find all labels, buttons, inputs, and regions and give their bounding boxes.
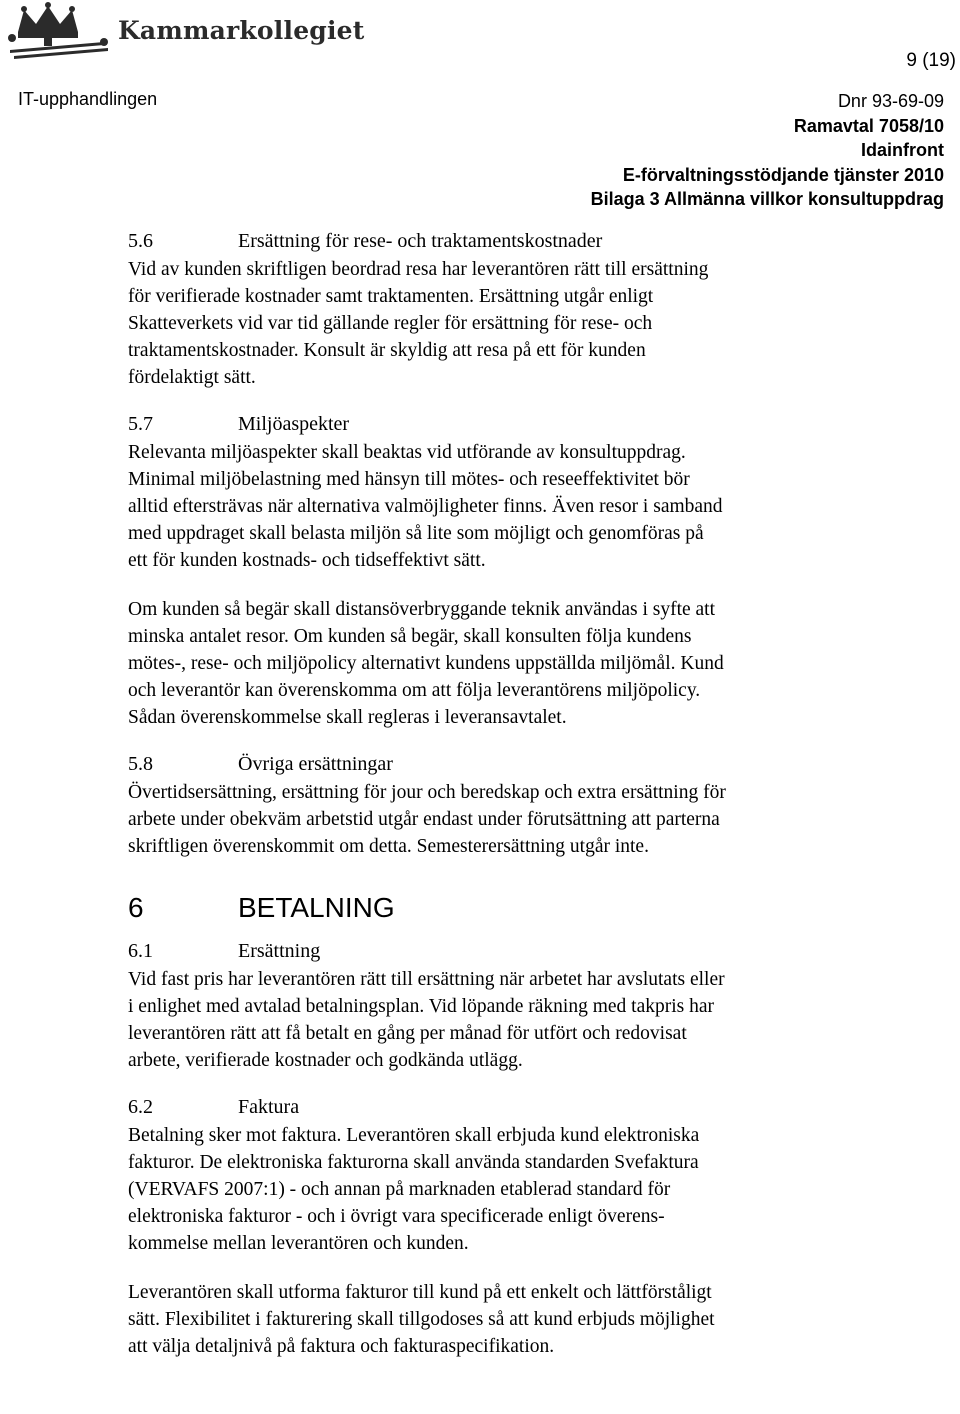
logo-wordmark: Kammarkollegiet — [118, 16, 365, 45]
crown-icon — [4, 2, 114, 60]
section-heading-5-8 — [128, 749, 928, 779]
text-line: Leverantören skall utforma fakturor till kund på ett enkelt och lättförståligt — [128, 1282, 712, 1303]
text-line: arbete, verifierade kostnader och godkända utlägg. — [128, 1050, 523, 1071]
text-line: sätt. Flexibilitet i fakturering skall tillgodoses så att kund erbjuds möjlighet — [128, 1309, 715, 1330]
text-line: Skatteverkets vid var tid gällande regler för ersättning för rese- och — [128, 313, 653, 334]
header-left-title: IT-upphandlingen — [18, 89, 158, 109]
section-number: 5.6 — [128, 230, 153, 252]
text-line: (VERVAFS 2007:1) - och annan på marknaden etablerad standard för — [128, 1179, 671, 1200]
chapter-number: 6 — [128, 892, 144, 923]
text-line: mötes-, rese- och miljöpolicy alternativt kundens uppställda miljömål. Kund — [128, 653, 724, 674]
section-heading-5-7 — [128, 409, 928, 439]
text-line: fördelaktigt sätt. — [128, 367, 256, 388]
paragraph-6-1 — [128, 966, 928, 1074]
document-body — [128, 226, 928, 1360]
section-heading-5-6 — [128, 226, 928, 256]
paragraph-5-7-a — [128, 439, 928, 574]
text-line: minska antalet resor. Om kunden så begär, skall konsulten följa kundens — [128, 626, 692, 647]
paragraph-5-6 — [128, 256, 928, 391]
chapter-title: BETALNING — [238, 892, 395, 923]
text-line: leverantören rätt att få betalt en gång per månad för utfört och redovisat — [128, 1023, 687, 1044]
text-line: fakturor. De elektroniska fakturorna skall använda standarden Svefaktura — [128, 1152, 699, 1173]
text-line: för verifierade kostnader samt traktamenten. Ersättning utgår enligt — [128, 286, 654, 307]
text-line: Vid fast pris har leverantören rätt till ersättning när arbetet har avslutats eller — [128, 969, 725, 990]
text-line: Övertidsersättning, ersättning för jour och beredskap och extra ersättning för — [128, 782, 726, 803]
text-line: Minimal miljöbelastning med hänsyn till mötes- och reseeffektivitet bör — [128, 469, 690, 490]
header-attachment: Bilaga 3 Allmänna villkor konsultuppdrag — [590, 189, 944, 209]
paragraph-6-2-a — [128, 1122, 928, 1257]
text-line: skriftligen överenskommit om detta. Semesterersättning utgår inte. — [128, 836, 649, 857]
header-area: E-förvaltningsstödjande tjänster 2010 — [622, 164, 944, 185]
paragraph-6-2-b — [128, 1279, 928, 1360]
text-line: elektroniska fakturor - och i övrigt vara specificerade enligt överens- — [128, 1206, 665, 1227]
section-title: Miljöaspekter — [238, 413, 350, 435]
header-reference-block — [591, 89, 944, 212]
text-line: alltid eftersträvas när alternativa valmöjligheter finns. Även resor i samband — [128, 496, 723, 517]
page-number: 9 (19) — [906, 50, 956, 71]
header-ramavtal: Ramavtal 7058/10 — [793, 115, 944, 136]
header-dnr: Dnr 93-69-09 — [837, 91, 944, 111]
chapter-heading-6 — [128, 890, 928, 926]
kammarkollegiet-logo — [4, 2, 365, 60]
text-line: kommelse mellan leverantören och kunden. — [128, 1233, 469, 1254]
text-line: ett för kunden kostnads- och tidseffektivt sätt. — [128, 550, 486, 571]
text-line: traktamentskostnader. Konsult är skyldig att resa på ett för kunden — [128, 340, 646, 361]
text-line: Vid av kunden skriftligen beordrad resa har leverantören rätt till ersättning — [128, 259, 709, 280]
text-line: med uppdraget skall belasta miljön så lite som möjligt och genomföras på — [128, 523, 704, 544]
text-line: Om kunden så begär skall distansöverbryggande teknik användas i syfte att — [128, 599, 716, 620]
section-title: Faktura — [238, 1096, 300, 1118]
section-number: 6.1 — [128, 940, 153, 962]
section-number: 6.2 — [128, 1096, 153, 1118]
text-line: arbete under obekväm arbetstid utgår endast under förutsättning att parterna — [128, 809, 720, 830]
text-line: i enlighet med avtalad betalningsplan. Vid löpande räkning med takpris har — [128, 996, 715, 1017]
section-title: Ersättning — [238, 940, 321, 962]
section-heading-6-1 — [128, 936, 928, 966]
header-supplier: Idainfront — [861, 140, 944, 160]
section-title: Ersättning för rese- och traktamentskostnader — [238, 230, 603, 252]
section-title: Övriga ersättningar — [238, 753, 393, 775]
text-line: och leverantör kan överenskomma om att följa leverantörens miljöpolicy. — [128, 680, 701, 701]
text-line: Relevanta miljöaspekter skall beaktas vid utförande av konsultuppdrag. — [128, 442, 686, 463]
section-number: 5.8 — [128, 753, 153, 775]
text-line: att välja detaljnivå på faktura och fakturaspecifikation. — [128, 1336, 555, 1357]
text-line: Betalning sker mot faktura. Leverantören skall erbjuda kund elektroniska — [128, 1125, 700, 1146]
paragraph-5-7-b — [128, 596, 928, 731]
paragraph-5-8 — [128, 779, 928, 860]
section-number: 5.7 — [128, 413, 153, 435]
section-heading-6-2 — [128, 1092, 928, 1122]
text-line: Sådan överenskommelse skall regleras i leveransavtalet. — [128, 707, 567, 728]
